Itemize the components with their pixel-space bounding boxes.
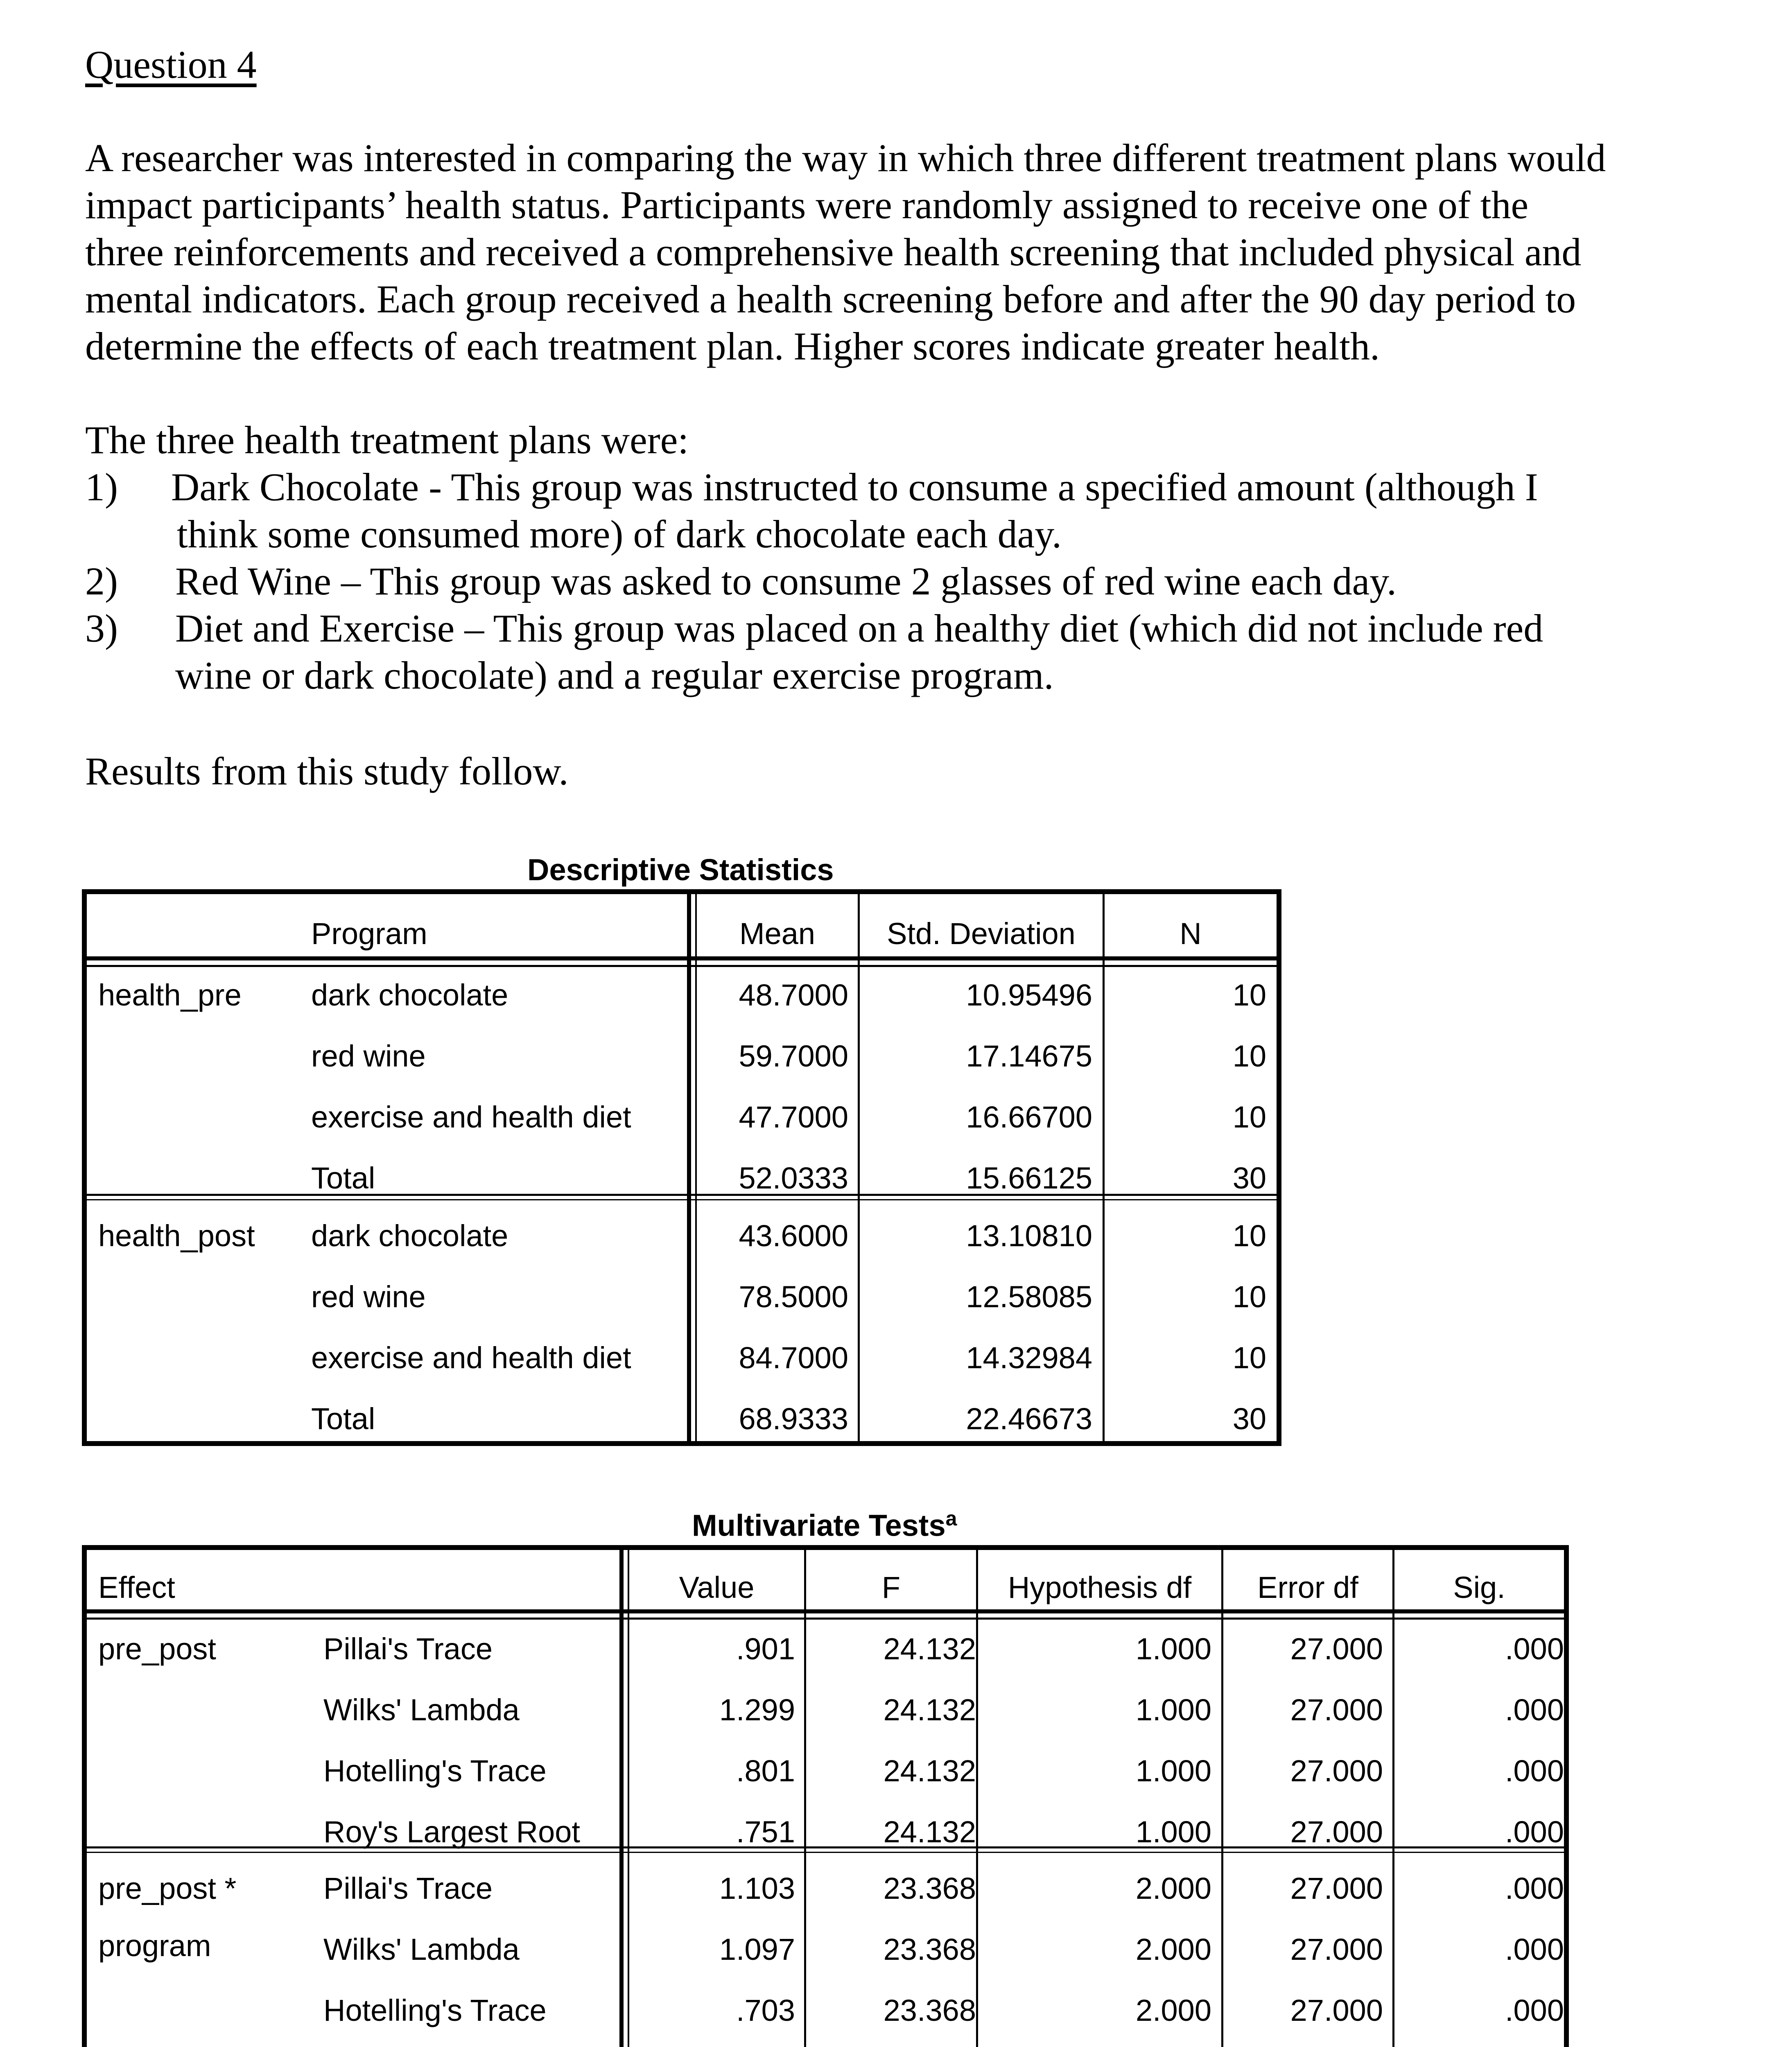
table-rule bbox=[976, 1545, 978, 2047]
hypothesis-df-cell: 2.000 bbox=[1135, 1993, 1211, 2027]
program-cell: exercise and health diet bbox=[311, 1341, 631, 1375]
mean-cell: 48.7000 bbox=[739, 978, 848, 1012]
test-name-cell: Pillai's Trace bbox=[323, 1871, 493, 1905]
sig-cell: .000 bbox=[1505, 1632, 1564, 1666]
program-cell: exercise and health diet bbox=[311, 1100, 631, 1134]
sig-cell: .000 bbox=[1505, 1993, 1564, 2027]
table-rule bbox=[82, 1194, 1281, 1196]
n-cell: 30 bbox=[1232, 1402, 1266, 1436]
f-cell: 24.132 bbox=[883, 1815, 976, 1849]
sig-cell: .000 bbox=[1505, 1932, 1564, 1966]
table-rule bbox=[82, 1618, 1569, 1620]
mean-cell: 78.5000 bbox=[739, 1280, 848, 1314]
program-cell: red wine bbox=[311, 1280, 426, 1314]
sig-cell: .000 bbox=[1505, 1754, 1564, 1788]
table-rule bbox=[804, 1545, 806, 2047]
table-rule bbox=[687, 889, 691, 1446]
row-group-label: health_post bbox=[98, 1219, 255, 1253]
table-rule bbox=[82, 1852, 1569, 1853]
table-rule bbox=[628, 1545, 629, 2047]
error-df-cell: 27.000 bbox=[1290, 1993, 1383, 2027]
column-header: Value bbox=[679, 1570, 755, 1604]
results-note: Results from this study follow. bbox=[85, 749, 569, 793]
f-cell: 23.368 bbox=[883, 1871, 976, 1905]
footnote-marker: a bbox=[945, 1507, 957, 1530]
value-cell: .801 bbox=[736, 1754, 795, 1788]
column-header: Error df bbox=[1257, 1570, 1358, 1604]
sig-cell: .000 bbox=[1505, 1815, 1564, 1849]
test-name-cell: Hotelling's Trace bbox=[323, 1754, 547, 1788]
n-cell: 10 bbox=[1232, 978, 1266, 1012]
mean-cell: 43.6000 bbox=[739, 1219, 848, 1253]
f-cell: 24.132 bbox=[883, 1632, 976, 1666]
sd-cell: 13.10810 bbox=[966, 1219, 1092, 1253]
mean-cell: 59.7000 bbox=[739, 1039, 848, 1073]
table-rule bbox=[1392, 1545, 1394, 2047]
sd-cell: 14.32984 bbox=[966, 1341, 1092, 1375]
mean-cell: 47.7000 bbox=[739, 1100, 848, 1134]
n-cell: 10 bbox=[1232, 1280, 1266, 1314]
intro-line: mental indicators. Each group received a health screening before and after the 90 day period to bbox=[85, 277, 1576, 321]
table-rule bbox=[82, 956, 1281, 960]
sig-cell: .000 bbox=[1505, 1693, 1564, 1727]
n-cell: 10 bbox=[1232, 1219, 1266, 1253]
value-cell: .751 bbox=[736, 1815, 795, 1849]
table-rule bbox=[1221, 1545, 1223, 2047]
error-df-cell: 27.000 bbox=[1290, 1871, 1383, 1905]
plan-number: 1) bbox=[85, 465, 118, 509]
plan-line: Red Wine – This group was asked to consume 2 glasses of red wine each day. bbox=[175, 559, 1397, 603]
value-cell: 1.103 bbox=[719, 1871, 795, 1905]
plan-text bbox=[171, 463, 1686, 558]
test-name-cell: Wilks' Lambda bbox=[323, 1693, 520, 1727]
plan-text bbox=[175, 558, 1690, 605]
intro-line: three reinforcements and received a comprehensive health screening that included physical and bbox=[85, 230, 1582, 274]
error-df-cell: 27.000 bbox=[1290, 1815, 1383, 1849]
plan-text bbox=[175, 605, 1690, 699]
hypothesis-df-cell: 1.000 bbox=[1135, 1632, 1211, 1666]
error-df-cell: 27.000 bbox=[1290, 1693, 1383, 1727]
hypothesis-df-cell: 2.000 bbox=[1135, 1932, 1211, 1966]
plan-number: 3) bbox=[85, 606, 118, 650]
hypothesis-df-cell: 1.000 bbox=[1135, 1754, 1211, 1788]
hypothesis-df-cell: 2.000 bbox=[1135, 1871, 1211, 1905]
effect-label: pre_post * bbox=[98, 1871, 237, 1905]
column-header: Hypothesis df bbox=[1008, 1570, 1192, 1604]
sd-cell: 17.14675 bbox=[966, 1039, 1092, 1073]
value-cell: 1.299 bbox=[719, 1693, 795, 1727]
column-header: Effect bbox=[98, 1570, 175, 1604]
test-name-cell: Wilks' Lambda bbox=[323, 1932, 520, 1966]
column-header: Program bbox=[311, 917, 427, 951]
table-rule bbox=[619, 1545, 624, 2047]
value-cell: .703 bbox=[736, 1993, 795, 2027]
plan-line: Dark Chocolate - This group was instructed to consume a specified amount (although I bbox=[171, 465, 1538, 509]
error-df-cell: 27.000 bbox=[1290, 1932, 1383, 1966]
error-df-cell: 27.000 bbox=[1290, 1754, 1383, 1788]
multivariate-title-text: Multivariate Tests bbox=[692, 1508, 946, 1543]
table-rule bbox=[82, 1609, 1569, 1613]
f-cell: 24.132 bbox=[883, 1693, 976, 1727]
sd-cell: 12.58085 bbox=[966, 1280, 1092, 1314]
program-cell: dark chocolate bbox=[311, 978, 508, 1012]
column-header: Mean bbox=[739, 917, 816, 951]
intro-line: A researcher was interested in comparing the way in which three different treatment plans would bbox=[85, 136, 1606, 180]
descriptive-table bbox=[82, 889, 1281, 1446]
f-cell: 23.368 bbox=[883, 1932, 976, 1966]
test-name-cell: Pillai's Trace bbox=[323, 1632, 493, 1666]
test-name-cell: Hotelling's Trace bbox=[323, 1993, 547, 2027]
program-cell: dark chocolate bbox=[311, 1219, 508, 1253]
program-cell: red wine bbox=[311, 1039, 426, 1073]
error-df-cell: 27.000 bbox=[1290, 1632, 1383, 1666]
value-cell: .901 bbox=[736, 1632, 795, 1666]
plans-lead: The three health treatment plans were: bbox=[85, 418, 689, 462]
sd-cell: 15.66125 bbox=[966, 1161, 1092, 1195]
effect-label: pre_post bbox=[98, 1632, 216, 1666]
row-group-label: health_pre bbox=[98, 978, 242, 1012]
intro-line: determine the effects of each treatment plan. Higher scores indicate greater health. bbox=[85, 324, 1380, 368]
n-cell: 10 bbox=[1232, 1341, 1266, 1375]
program-cell: Total bbox=[311, 1402, 375, 1436]
plan-number: 2) bbox=[85, 559, 118, 603]
hypothesis-df-cell: 1.000 bbox=[1135, 1693, 1211, 1727]
intro-paragraph bbox=[85, 134, 1723, 370]
mean-cell: 84.7000 bbox=[739, 1341, 848, 1375]
descriptive-table-title: Descriptive Statistics bbox=[527, 853, 834, 887]
sd-cell: 10.95496 bbox=[966, 978, 1092, 1012]
mean-cell: 68.9333 bbox=[739, 1402, 848, 1436]
table-rule bbox=[82, 965, 1281, 967]
plan-line: think some consumed more) of dark chocolate each day. bbox=[177, 512, 1062, 556]
intro-line: impact participants’ health status. Participants were randomly assigned to receive one of the bbox=[85, 183, 1529, 227]
column-header: N bbox=[1180, 917, 1202, 951]
multivariate-table bbox=[82, 1545, 1569, 2047]
question-title: Question 4 bbox=[85, 43, 257, 86]
sd-cell: 16.66700 bbox=[966, 1100, 1092, 1134]
multivariate-table-title bbox=[692, 1507, 957, 1543]
n-cell: 30 bbox=[1232, 1161, 1266, 1195]
table-rule bbox=[82, 1199, 1281, 1200]
f-cell: 24.132 bbox=[883, 1754, 976, 1788]
test-name-cell: Roy's Largest Root bbox=[323, 1815, 580, 1849]
column-header: F bbox=[881, 1570, 901, 1604]
mean-cell: 52.0333 bbox=[739, 1161, 848, 1195]
hypothesis-df-cell: 1.000 bbox=[1135, 1815, 1211, 1849]
column-header: Sig. bbox=[1453, 1570, 1505, 1604]
column-header: Std. Deviation bbox=[887, 917, 1076, 951]
n-cell: 10 bbox=[1232, 1100, 1266, 1134]
effect-label: program bbox=[98, 1929, 211, 1963]
f-cell: 23.368 bbox=[883, 1993, 976, 2027]
sd-cell: 22.46673 bbox=[966, 1402, 1092, 1436]
program-cell: Total bbox=[311, 1161, 375, 1195]
n-cell: 10 bbox=[1232, 1039, 1266, 1073]
plan-line: wine or dark chocolate) and a regular exercise program. bbox=[175, 653, 1054, 697]
sig-cell: .000 bbox=[1505, 1871, 1564, 1905]
value-cell: 1.097 bbox=[719, 1932, 795, 1966]
plan-line: Diet and Exercise – This group was placed on a healthy diet (which did not include red bbox=[175, 606, 1543, 650]
